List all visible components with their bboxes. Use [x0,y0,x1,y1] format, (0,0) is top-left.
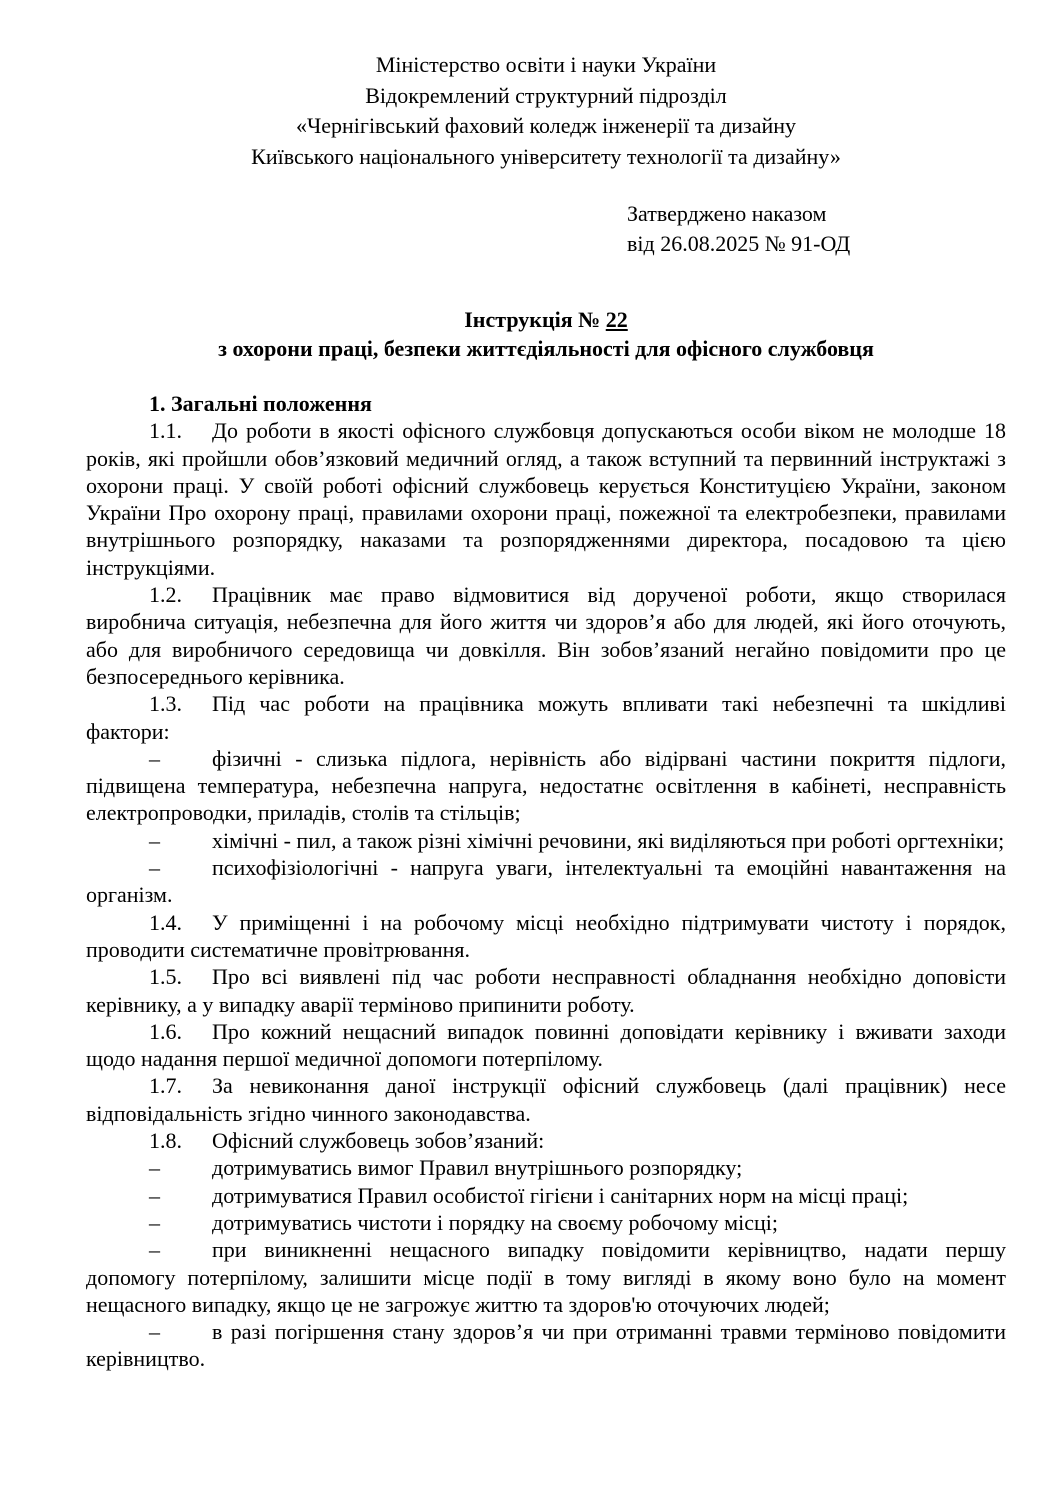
paragraph-1-5 [86,963,1006,1018]
paragraph-text: Про всі виявлені під час роботи несправності обладнання необхідно доповісти керівнику, а у випадку аварії терміново припинити роботу. [86,964,1006,1017]
dash-bullet: – [149,1209,160,1235]
dash-bullet: – [149,745,160,771]
paragraph-number: 1.6. [149,1018,182,1044]
paragraph-1-7 [86,1072,1006,1127]
duty-text: дотримуватись чистоти і порядку на своєму робочому місці; [212,1209,778,1235]
paragraph-1-1 [86,417,1006,581]
factor-text: фізичні - слизька підлога, нерівність або відірвані частини покриття підлоги, підвищена температура, небезпечна напруга, недостатнє освітлення в кабінеті, несправність електропроводки, приладів, столів та стільців; [86,745,1006,826]
paragraph-text: Офісний службовець зобов’язаний: [212,1128,545,1154]
title-line [86,305,1006,334]
header-line-college: «Чернігівський фаховий коледж інженерії та дизайну [295,113,797,138]
header-line-university: Київського національного університету технології та дизайну» [251,143,841,169]
factor-text: хімічні - пил, а також різні хімічні речовини, які виділяються при роботі оргтехніки; [212,827,1005,853]
paragraph-number: 1.3. [149,691,182,717]
paragraph-number: 1.5. [149,964,182,990]
dash-bullet: – [149,855,160,881]
factor-item [86,745,1006,827]
institution-header [86,50,1006,172]
paragraph-1-6 [86,1018,1006,1073]
paragraph-text: Працівник має право відмовитися від дорученої роботи, якщо створилася виробнича ситуація, небезпечна для його життя чи здоров’я або для людей, які його оточують, або для виробничого середовища чи довкілля. Він зобов’язаний негайно повідомити про це безпосереднього керівника. [86,582,1006,689]
paragraph-number: 1.4. [149,909,182,935]
paragraph-text: До роботи в якості офісного службовця допускаються особи віком не молодше 18 років, які пройшли обов’язковий медичний огляд, а також вступний та первинний інструктажі з охорони праці. У своїй роботі офісний службовець керується Конституцією України, законом України Про охорону праці, правилами охорони праці, пожежної та електробезпеки, правилами внутрішнього розпорядку, наказами та розпорядженнями директора, посадовою та цією інструкціями. [86,418,1006,580]
duty-text: дотримуватись вимог Правил внутрішнього розпорядку; [212,1155,743,1181]
section-heading: 1. Загальні положення [149,391,372,416]
approval-line-2: від 26.08.2025 № 91-ОД [627,231,851,256]
document-body [86,390,1006,1373]
paragraph-1-4 [86,909,1006,964]
paragraph-1-8 [86,1127,1006,1154]
paragraph-1-2 [86,581,1006,690]
dash-bullet: – [149,1237,160,1263]
title-prefix: Інструкція № [464,307,606,332]
paragraph-text: За невиконання даної інструкції офісний службовець (далі працівник) несе відповідальність згідно чинного законодавства. [86,1073,1006,1126]
paragraph-number: 1.2. [149,582,182,608]
approval-line-1: Затверджено наказом [627,201,827,226]
instruction-title [86,305,1006,363]
paragraph-1-3 [86,690,1006,745]
paragraph-number: 1.8. [149,1128,182,1154]
header-line-subdivision: Відокремлений структурний підрозділ [365,82,727,108]
duty-text: в разі погіршення стану здоров’я чи при отриманні травми терміново повідомити керівництво. [86,1319,1006,1372]
dash-bullet: – [149,827,160,853]
title-subtitle: з охорони праці, безпеки життєдіяльності для офісного службовця [218,336,874,361]
paragraph-text: Про кожний нещасний випадок повинні доповідати керівнику і вживати заходи щодо надання першої медичної допомоги потерпілому. [86,1018,1006,1072]
paragraph-text: Під час роботи на працівника можуть впливати такі небезпечні та шкідливі фактори: [86,691,1006,744]
dash-bullet: – [149,1155,160,1181]
approval-block [627,199,850,259]
duty-item [86,1236,1006,1318]
title-number: 22 [605,307,628,332]
factor-item [86,854,1006,909]
factor-item [86,827,1006,854]
dash-bullet: – [149,1182,160,1208]
dash-bullet: – [149,1319,160,1345]
duty-item [86,1154,1006,1181]
duty-item [86,1182,1006,1209]
paragraph-text: У приміщенні і на робочому місці необхідно підтримувати чистоту і порядок, проводити систематичне провітрювання. [86,909,1006,962]
header-line-ministry: Міністерство освіти і науки України [375,52,717,77]
paragraph-number: 1.7. [149,1073,182,1099]
duty-text: дотримуватися Правил особистої гігієни і санітарних норм на місці праці; [212,1182,909,1208]
paragraph-number: 1.1. [149,418,182,444]
duty-text: при виникненні нещасного випадку повідомити керівництво, надати першу допомогу потерпілому, залишити місце події в тому вигляді в якому воно було на момент нещасного випадку, якщо це не загрожує життю та здоров'ю оточуючих людей; [86,1237,1006,1317]
factor-text: психофізіологічні - напруга уваги, інтелектуальні та емоційні навантаження на організм. [86,855,1006,908]
duty-item [86,1209,1006,1236]
duty-item [86,1318,1006,1373]
